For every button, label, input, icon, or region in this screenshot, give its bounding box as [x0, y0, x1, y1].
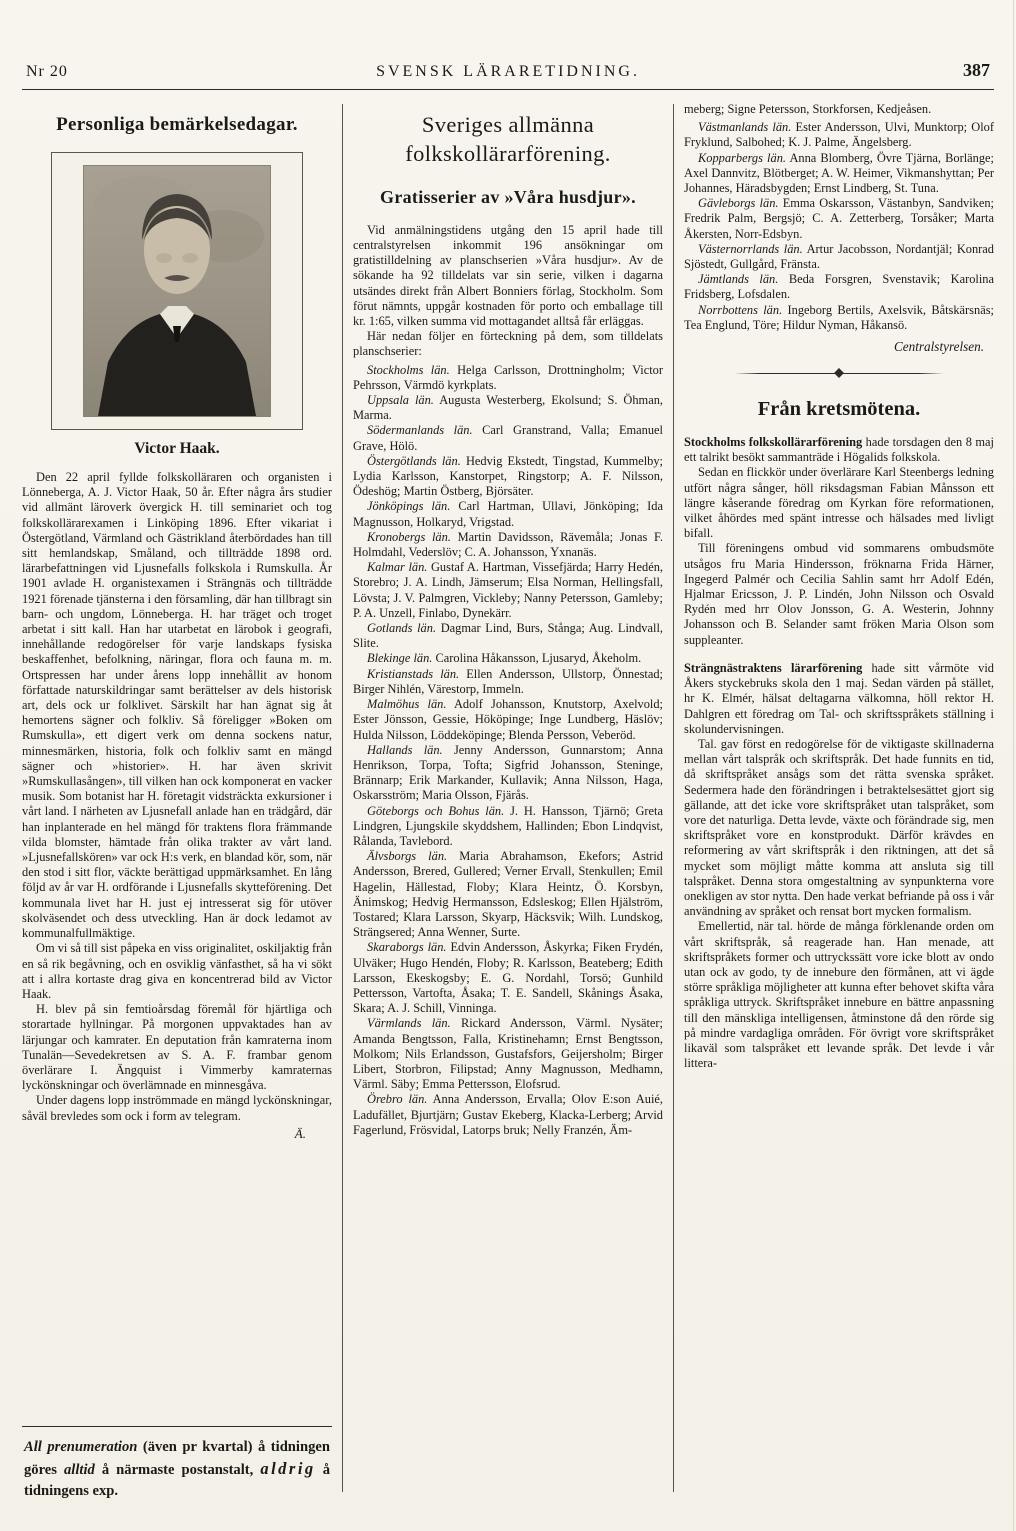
article-body: [22, 470, 332, 1124]
county-name: Jämtlands län.: [698, 272, 779, 287]
county-name: Uppsala län.: [367, 393, 434, 408]
listing-entry: [684, 242, 994, 272]
county-name: Västernorrlands län.: [698, 241, 803, 256]
county-name: Värmlands län.: [367, 1016, 451, 1031]
centralstyrelsen-signature: Centralstyrelsen.: [894, 339, 984, 355]
section-lead: Strängnästraktens lärarförening: [684, 660, 863, 675]
notice-segment: All prenumeration: [24, 1439, 138, 1455]
page-number: 387: [963, 60, 991, 80]
listing-entry: [353, 1092, 663, 1138]
county-name: Södermanlands län.: [367, 423, 473, 438]
section-paragraphs: [684, 465, 994, 647]
listing-entry: [684, 120, 994, 150]
section-heading-personliga: Personliga bemärkelsedagar.: [56, 114, 298, 135]
listing-entry: [353, 560, 663, 621]
listing-entry: [684, 303, 994, 333]
issue-number: Nr 20: [26, 63, 68, 80]
recipient-names: Augusta Westerberg, Ekolsund; S. Öhman, Marma.: [353, 393, 663, 423]
notice-segment: å tidningens exp.: [24, 1462, 330, 1499]
paragraph: Sedan en flickkör under överlärare Karl Steenbergs ledning utfört några sånger, höll riksdagsman Fabian Månsson ett längre kåserande föredrag om Kyrkan före reformationen, vilket åhördes med spänt intresse och hälsades med livligt bifall.: [684, 465, 994, 541]
listing-entry: [353, 804, 663, 850]
listing-entry: [353, 363, 663, 393]
diamond-ornament: [834, 368, 844, 378]
subscription-notice: [22, 1426, 332, 1506]
recipient-names: Emma Oskarsson, Västanbyn, Sandviken; Fredrik Palm, Bergsjö; C. A. Zetterberg, Torsåker; Marta Åkersten, Norr-Edsbyn.: [684, 196, 994, 241]
author-signature: Ä.: [294, 1125, 306, 1141]
recipient-names: J. H. Hansson, Tjärnö; Greta Lindgren, Ljungskile skyddshem, Hallinden; Ebon Lindqvist, Rålanda, Tavlebord.: [353, 803, 663, 848]
notice-segment: aldrig: [260, 1459, 316, 1478]
listing-entry: [353, 743, 663, 804]
listing-entry: [353, 393, 663, 423]
listing-entry: [353, 940, 663, 1016]
kretsmoten-heading: Från kretsmötena.: [757, 398, 921, 421]
recipient-names: Beda Forsgren, Svenstavik; Karolina Fridsberg, Lofsdalen.: [684, 272, 994, 302]
recipient-names: Hedvig Ekstedt, Tingstad, Kummelby; Lydia Karlsson, Kanstorpet, Ringstorp; A. F. Nilsson, Ödeshög; Martin Östberg, Björsäter.: [353, 453, 663, 499]
listing-entry: [353, 454, 663, 500]
paragraph: Tal. gav först en redogörelse för de viktigaste skillnaderna mellan vårt talspråk och skriftspråk. Det hade funnits en tid, då skriftspråket ansågs som det rätta svenska språket. Sedermera hade den förändringen i betraktelsesättet gjort sig gällande, att det icke vore skriftspråket utan talspråket, som vore det naturliga. Detta levde, växte och förändrade sig, men skriftspråket vore en konstprodukt. Därför krävdes en reformering av vårt skriftspråk i den riktningen, att det så mycket som möjligt måtte komma att ansluta sig till talspråket. Denna stora omgestaltning av synpunkterna vore onekligen av stor nytta. Den hade verkat befriande på oss i vår användning av språket och rensat bort mycken formalism.: [684, 736, 994, 919]
portrait-figure: [51, 152, 303, 430]
listing-entry: [353, 1016, 663, 1092]
column-saf: [353, 102, 663, 1510]
recipient-names: Ester Andersson, Ulvi, Munktorp; Olof Fryklund, Salbohed; K. J. Palme, Ängelsberg.: [684, 120, 994, 150]
recipient-names: Adolf Johansson, Knutstorp, Axelvold; Ester Jönsson, Gessie, Hököpinge; Inge Lundberg, Häslöv; Hulda Nilsson, Löddeköpinge; Blenda Persson, Veberöd.: [353, 697, 663, 742]
section-lead: Stockholms folkskollärarförening: [684, 435, 863, 450]
column-rule-right: [673, 104, 674, 1492]
section-first-paragraph: [684, 435, 994, 465]
paragraph: Om vi så till sist påpeka en viss originalitet, oskiljaktig från en så rik begåvning, och en osviklig vänfasthet, så ha vi sökt att i allra kortaste drag giva en koncentrerad bild av Victor Haak.: [22, 941, 332, 1001]
recipient-names: Anna Blomberg, Övre Tjärna, Borlänge; Axel Dannvitz, Blötberget; A. W. Heimer, Vikmanshyttan; Per Johannes, Häradsbygden; Ernst Lindberg, St. Tuna.: [684, 150, 994, 196]
journal-title: SVENSK LÄRARETIDNING.: [376, 63, 640, 80]
recipient-names: Carolina Håkansson, Ljusaryd, Åkeholm.: [435, 651, 642, 666]
county-name: Kristianstads län.: [367, 666, 460, 681]
header-rule: [22, 89, 994, 90]
paragraph: H. blev på sin femtioårsdag föremål för hjärtliga och storartade hyllningar. På morgonen uppvaktades han av lärjungar och kamrater. En deputation från kamraterna inom Tunalän—Sevedekretsen av S. A. F. frambar genom överlärare I. Ängquist i Vimmerby kamraternas lyckönskningar och överlämnade en minnesgåva.: [22, 1002, 332, 1093]
county-name: Göteborgs och Bohus län.: [367, 803, 505, 818]
page-header: [22, 0, 994, 87]
recipient-names: Ingeborg Bertils, Axelsvik, Båtskärsnäs; Tea Englund, Töre; Hildur Nyman, Håkansö.: [684, 302, 994, 332]
county-name: Östergötlands län.: [367, 453, 461, 468]
recipient-names: Ellen Andersson, Ullstorp, Önnestad; Birger Nihlén, Värestorp, Immeln.: [353, 666, 663, 696]
listing-entry: [353, 423, 663, 453]
paragraph: Den 22 april fyllde folkskolläraren och organisten i Lönneberga, A. J. Victor Haak, 50 år. Efter några års studier vid allmänt läroverk övergick H. till seminariet och tog folkskollärarexamen i Linköping 1896. Efter vikariat i Östergötland, Värmland och Gästrikland återbördades han till sitt hemlandskap, Småland, och tillträdde 1898 ord. lärarbefattningen vid Ljusnefalls folkskola i Rumskulla. År 1901 avlade H. organistexamen i Strängnäs och tillträdde 1921 förenade tjänsterna i den församling, där han tillbragt sin barn- och ungdom, Lönneberga. H. har träget och troget arbetat i sitt kall. Han har utarbetat en lärobok i geografi, innehållande redogörelser för varje landskaps fysiska beskaffenhet, befolkning, näringar, flora och fauna m. m. Ortspressen har under årens lopp innehållit av honom författade naturskildringar samt berättelser av dels historisk art, dels ock ur folklivet. Särskilt har han ägnat sig åt hemortens sägner och folkliv. Så föreligger »Boken om Rumskulla», ett digert verk om denna sockens natur, minnesmärken, historia, folk och folkliv samt en mängd sägner och »historier». H. har även skrivit »Rumskullasången», till vilken han ock komponerat en vacker musik. Som botanist har H. företagit vidsträckta exkursioner i vårt land. I närheten av Ljusnefall anlade han en trädgård, där han inplanterade en hel mängd för traktens flora främmande vilda blomster, hämtade från olika trakter av vårt land. »Ljusnefallskören» var ock H:s verk, en blandad kör, som, när den stod i sitt flor, väckte berättigad uppmärksamhet. En lång följd av år var H. ordförande i Ljusnefalls skytteförening. Det kommunala livet har H. just ej intresserat sig för utöver skolväsendet och dess utveckling. Han är dock ledamot av kommunalfullmäktige.: [22, 470, 332, 941]
paragraph: Till föreningens ombud vid sommarens ombudsmöte utsågos fru Maria Hindersson, fröknarna Frida Härner, Ingegerd Palmér och Cecilia Sahlin samt hrr Adolf Edén, Hjalmar Ericsson, J. P. Lindén, John Nilsson och Osvald Rydén med hrr Olov Jonsson, G. A. Westerin, Johnny Johansson och B. Selander samt fröken Maria Olson som suppleanter.: [684, 541, 994, 647]
recipient-names: Rickard Andersson, Värml. Nysäter; Amanda Bengtsson, Falla, Kristinehamn; Ernst Bengtsson, Molkom; Nils Erlandsson, Gustafsfors, Geijersholm; Birger Libert, Storbron, Filipstad; Anny Magnusson, Medhamn, Värml. Säby; Emma Pettersson, Elofsrud.: [353, 1016, 663, 1092]
recipient-names: Jenny Andersson, Gunnarstom; Anna Henrikson, Torpa, Tofta; Sigfrid Johansson, Steninge, Brännarp; Erik Markander, Kullavik; Anna Nilsson, Haga, Oskarsström; Maria Olsson, Fjärås.: [353, 742, 663, 803]
recipient-names: Dagmar Lind, Burs, Stånga; Aug. Lindvall, Slite.: [353, 621, 663, 651]
listing-entry: [353, 667, 663, 697]
county-name: Kopparbergs län.: [698, 150, 786, 165]
recipient-names: Carl Hartman, Ullavi, Jönköping; Ida Magnusson, Holkaryd, Vrigstad.: [353, 499, 663, 529]
paragraph: Vid anmälningstidens utgång den 15 april hade till centralstyrelsen inkommit 196 ansökningar om gratistilldelning av planschserien »Våra husdjur». Av de sökande ha 92 tilldelats var sin serie, vilken i dagarna utsändes direkt från Albert Bonniers förlag, Stockholm. Som förut nämnts, uppgår kostnaden för porto och emballage till kr. 1:65, vilken summa vid mottagandet alltså får erläggas.: [353, 222, 663, 329]
section-first-paragraph: [684, 661, 994, 737]
county-name: Hallands län.: [367, 742, 443, 757]
county-name: Norrbottens län.: [698, 302, 783, 317]
recipient-names: Carl Granstrand, Valla; Emanuel Grave, Hölö.: [353, 423, 663, 453]
column-kretsmoten: [684, 102, 994, 1510]
county-name: Gotlands län.: [367, 621, 437, 636]
saf-intro: [353, 223, 663, 360]
recipient-names: Gustaf A. Hartman, Vissefjärda; Harry Hedén, Storebro; J. A. Lindh, Jämserum; Elsa Norman, Hellingsfall, Lövsta; J. V. Palmgren, Vickleby; Nanny Petersson, Gamleby; P. A. Unzell, Finlabo, Dynekärr.: [353, 560, 663, 620]
county-name: Örebro län.: [367, 1092, 428, 1107]
county-name: Jönköpings län.: [367, 499, 451, 514]
portrait-illustration: [84, 166, 270, 416]
listing-continuation: meberg; Signe Petersson, Storkforsen, Kedjeåsen.: [684, 102, 932, 116]
listing-entry: [353, 530, 663, 560]
notice-segment: alltid: [64, 1462, 95, 1478]
county-name: Älvsborgs län.: [367, 849, 448, 864]
recipient-names: Maria Abrahamson, Ekefors; Astrid Andersson, Brered, Gullered; Verner Ervall, Stenkullen; Emil Hagelin, Hällestad, Floby; Klara Heintz, Ö. Korsbyn, Änimskog; Hedvig Hermansson, Edsleskog; Ellen Hjälström, Tostared; Klara Larsson, Skyarp, Häcksvik; Wilh. Lundskog, Strängsered; Anna Wenner, Surte.: [353, 849, 663, 940]
county-name: Malmöhus län.: [367, 697, 447, 712]
paragraph: Emellertid, när tal. hörde de många förklenande orden om vårt skriftspråk, så reagerade han. Han menade, att skriftspråkets former och uttryckssätt vore icke blott av ondo utan ock av godo, ty de innebure den förmånen, att vi ägde större språkliga möjligheter att kunna efter behovet skifta våra språkliga uttryck. Skriftspråket innebure en bättre anpassning till den mänskliga intelligensen, åtminstone då den rörde sig på mindre vardagliga områden. För övrigt vore skriftspråket likaväl som talspråket ett levande språk. Det levde i vår littera-: [684, 919, 994, 1071]
county-name: Stockholms län.: [367, 362, 450, 377]
subscription-notice-text: [24, 1437, 330, 1502]
county-name: Kalmar län.: [367, 560, 428, 575]
kretsmoten-section-strangnas: [684, 661, 994, 1071]
listing-entry: [353, 621, 663, 651]
saf-subheading: Gratisserier av »Våra husdjur».: [380, 186, 636, 207]
portrait-photo: [84, 166, 270, 416]
county-name: Västmanlands län.: [698, 120, 792, 135]
notice-segment: å närmaste postanstalt,: [94, 1462, 261, 1478]
recipient-names: Helga Carlsson, Drottningholm; Victor Pehrsson, Värmdö kyrkplats.: [353, 362, 663, 392]
section-divider: [734, 367, 944, 378]
notice-segment: (även pr kvartal) å tidningen göres: [24, 1439, 330, 1478]
section-first-text: hade torsdagen den 8 maj ett talrikt besökt sammanträde i Högalids folkskola.: [684, 435, 994, 465]
listing-entry: [353, 651, 663, 666]
county-listing: [353, 363, 663, 1138]
columns: [22, 102, 994, 1510]
county-name: Gävleborgs län.: [698, 196, 779, 211]
county-name: Skaraborgs län.: [367, 940, 447, 955]
saf-heading: Sveriges allmänna folkskollärarförening.: [405, 112, 611, 167]
kretsmoten-section-stockholm: [684, 435, 994, 648]
listing-entry: [684, 196, 994, 242]
column-personliga: [22, 102, 332, 1510]
listing-entry: [353, 697, 663, 743]
listing-entry: [684, 272, 994, 302]
column-rule-left: [342, 104, 343, 1492]
listing-entry: [353, 849, 663, 940]
county-listing-continued: [684, 120, 994, 333]
county-name: Kronobergs län.: [367, 529, 451, 544]
recipient-names: Anna Andersson, Ervalla; Olov E:son Auié, Ladufället, Bjurtjärn; Gustav Ekeberg, Klacka-Lerberg; Arvid Fagerlund, Frösvidal, Latorps bruk; Nelly Franzén, Äm-: [353, 1092, 663, 1137]
listing-entry: [353, 499, 663, 529]
paragraph: Under dagens lopp inströmmade en mängd lyckönskningar, såväl brevledes som ock i form av telegram.: [22, 1093, 332, 1123]
section-paragraphs: [684, 737, 994, 1071]
recipient-names: Martin Davidsson, Rävemåla; Jonas F. Holmdahl, Vederslöv; C. A. Johansson, Yxnanäs.: [353, 529, 663, 560]
section-first-text: hade sitt vårmöte vid Åkers styckebruks skola den 1 maj. Sedan värden på stället, hr K. Elmér, hälsat deltagarna välkomna, höll rektor H. Dahlgren ett föredrag om Tal- och skriftsspråkets ställning i skolundervisningen.: [684, 660, 994, 736]
paragraph: Här nedan följer en förteckning på dem, som tilldelats planschserier:: [353, 329, 663, 359]
recipient-names: Artur Jacobsson, Nordantjäl; Konrad Sjöstedt, Gullgård, Fränsta.: [684, 241, 994, 272]
recipient-names: Edvin Andersson, Åskyrka; Fiken Frydén, Ulväker; Hugo Hendén, Floby; R. Karlsson, Beateberg; Edith Larsson, Ekeskogsby; E. G. Nordahl, Torsö; Gunhild Pettersson, Vartofta, Åsaka; T. E. Sandell, Skånings Åsaka, Skara; A. J. Schill, Vinninga.: [353, 940, 663, 1016]
photo-caption: Victor Haak.: [134, 440, 220, 457]
county-name: Blekinge län.: [367, 651, 433, 666]
listing-entry: [684, 151, 994, 197]
